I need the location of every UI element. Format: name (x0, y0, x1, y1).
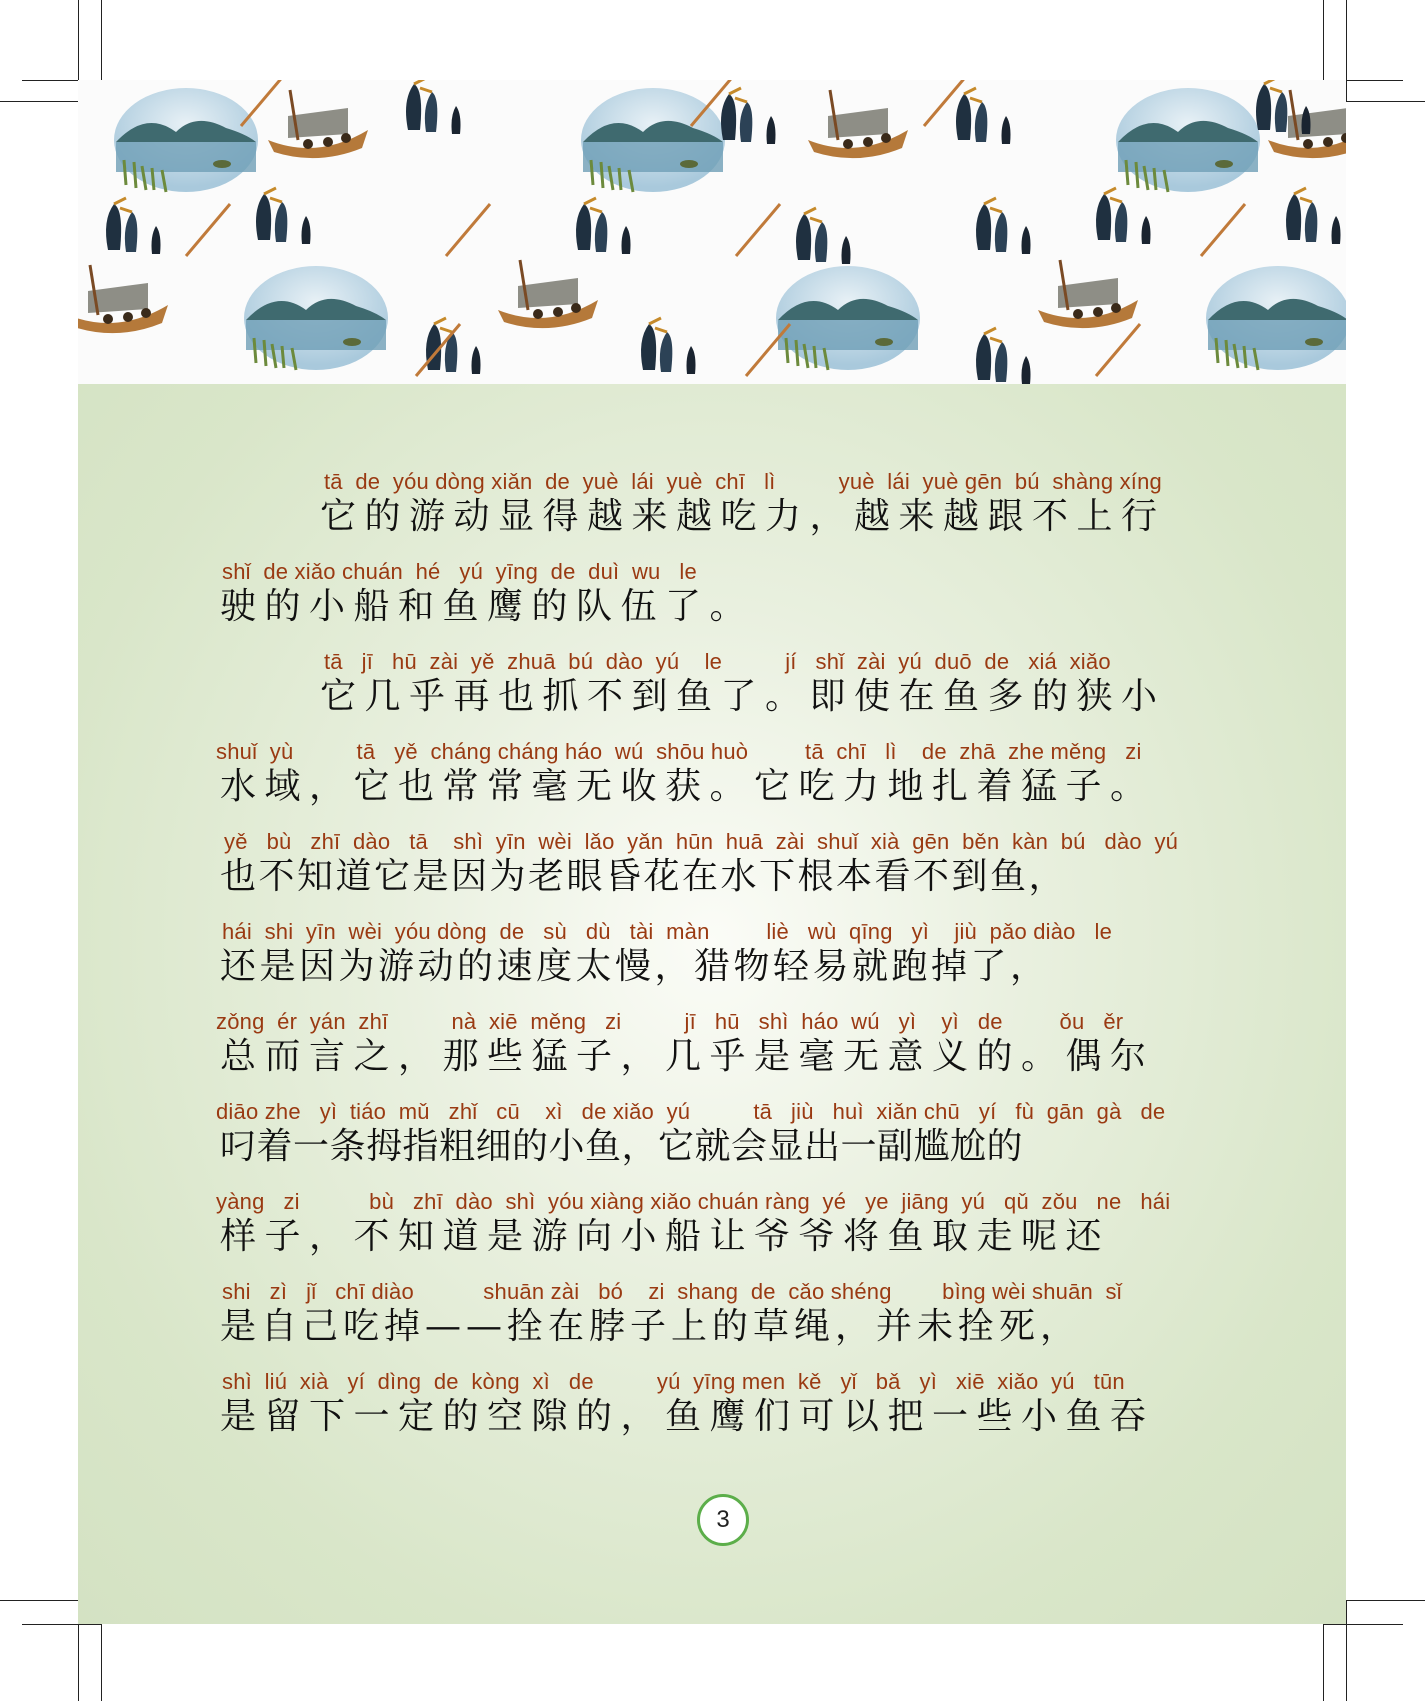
hanzi-line: 驶的小船和鱼鹰的队伍了。 (220, 586, 755, 627)
pinyin-line: tā de yóu dòng xiǎn de yuè lái yuè chī lì yuè lái yuè gēn bú shàng xíng (324, 469, 1162, 494)
crop-mark-bl-h2 (0, 1600, 78, 1601)
pattern-illustration (78, 80, 1346, 384)
crop-mark-bl-v2 (101, 1624, 102, 1701)
hanzi-line: 是自己吃掉——拴在脖子上的草绳，并未拴死， (220, 1306, 1082, 1347)
text-page (78, 384, 1346, 1624)
hanzi-line: 水域，它也常常毫无收获。它吃力地扎着猛子。 (220, 766, 1155, 807)
pinyin-line: shǐ de xiǎo chuán hé yú yīng de duì wu le (222, 559, 697, 584)
crop-mark-tl-v2 (101, 0, 102, 80)
pinyin-line: shì liú xià yí dìng de kòng xì de yú yīng men kě yǐ bǎ yì xiē xiǎo yú tūn (222, 1369, 1125, 1394)
header-illustration (78, 80, 1346, 384)
pinyin-line: shuǐ yù tā yě cháng cháng háo wú shōu huò tā chī lì de zhā zhe měng zi (216, 739, 1142, 764)
hanzi-line: 是留下一定的空隙的，鱼鹰们可以把一些小鱼吞 (220, 1396, 1155, 1437)
crop-mark-tr-v2 (1323, 0, 1324, 80)
crop-mark-br-h2 (1346, 1600, 1425, 1601)
crop-mark-br-v2 (1323, 1624, 1324, 1701)
hanzi-line: 叼着一条拇指粗细的小鱼，它就会显出一副尴尬的 (220, 1126, 1024, 1167)
pinyin-line: yě bù zhī dào tā shì yīn wèi lǎo yǎn hūn huā zài shuǐ xià gēn běn kàn bú dào yú (224, 829, 1179, 854)
page-number: 3 (697, 1494, 749, 1546)
hanzi-line: 它的游动显得越来越吃力，越来越跟不上行 (320, 496, 1166, 537)
pinyin-line: shi zì jǐ chī diào shuān zài bó zi shang de cǎo shéng bìng wèi shuān sǐ (222, 1279, 1122, 1304)
pinyin-line: tā jī hū zài yě zhuā bú dào yú le jí shǐ zài yú duō de xiá xiǎo (324, 649, 1111, 674)
crop-mark-tr-v (1346, 0, 1347, 102)
hanzi-line: 它几乎再也抓不到鱼了。即使在鱼多的狭小 (320, 676, 1166, 717)
hanzi-line: 总而言之，那些猛子，几乎是毫无意义的。偶尔 (220, 1036, 1155, 1077)
crop-mark-tl-h2 (0, 101, 78, 102)
crop-mark-bl-h (22, 1624, 102, 1625)
hanzi-line: 还是因为游动的速度太慢，猎物轻易就跑掉了， (220, 946, 1050, 987)
crop-mark-br-h (1323, 1624, 1403, 1625)
hanzi-line: 也不知道它是因为老眼昏花在水下根本看不到鱼， (220, 856, 1068, 897)
pinyin-line: zǒng ér yán zhī nà xiē měng zi jī hū shì háo wú yì yì de ǒu ěr (216, 1009, 1124, 1034)
pinyin-line: hái shi yīn wèi yóu dòng de sù dù tài màn liè wù qīng yì jiù pǎo diào le (222, 919, 1113, 944)
pinyin-line: diāo zhe yì tiáo mǔ zhǐ cū xì de xiǎo yú tā jiù huì xiǎn chū yí fù gān gà de (216, 1099, 1166, 1124)
pinyin-line: yàng zi bù zhī dào shì yóu xiàng xiǎo chuán ràng yé ye jiāng yú qǔ zǒu ne hái (216, 1189, 1171, 1214)
crop-mark-br-v (1346, 1600, 1347, 1701)
hanzi-line: 样子，不知道是游向小船让爷爷将鱼取走呢还 (220, 1216, 1111, 1257)
crop-mark-tr-h2 (1346, 101, 1425, 102)
